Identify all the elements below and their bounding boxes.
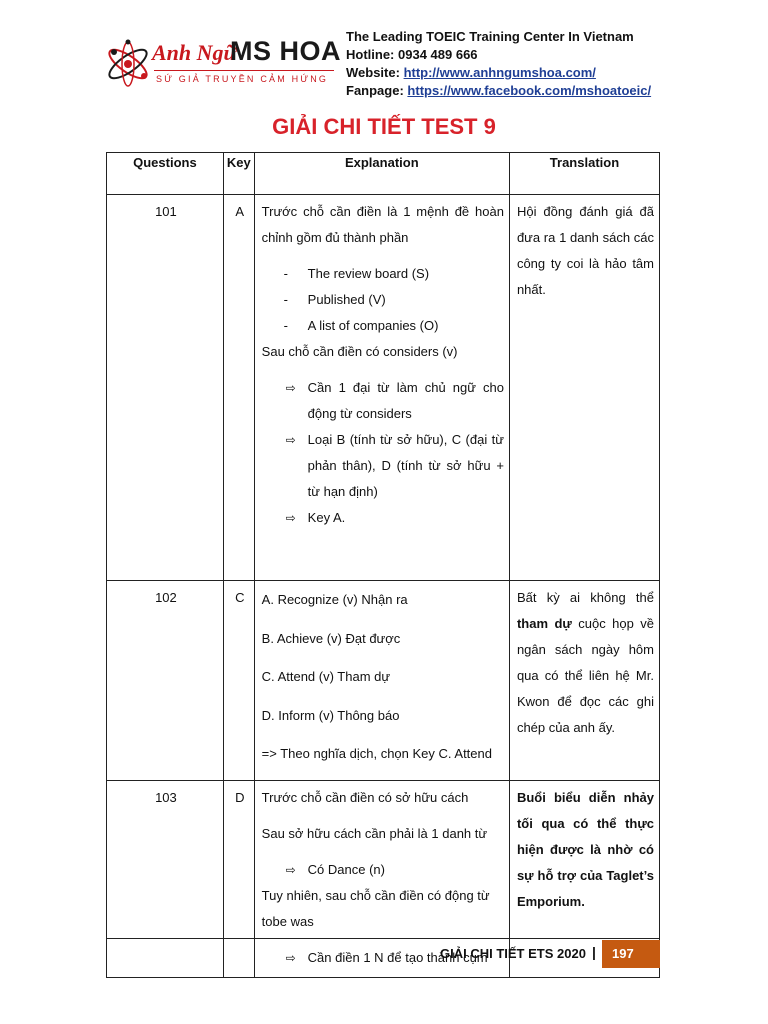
list-item: ⇨ Key A. [262,505,504,531]
arrow-right-icon: ⇨ [285,433,296,447]
explanation-cell [254,581,509,781]
list-item: - The review board (S) [283,266,430,281]
footer-separator: | [592,944,596,960]
explanation-text: Sau chỗ cần điền có considers (v) [261,344,458,359]
header-questions: Questions [107,153,224,195]
hotline-label: Hotline: [346,47,395,62]
question-number: 101 [107,195,224,581]
contact-block [346,28,651,100]
logo [104,30,340,92]
list-item: - Published (V) [283,292,386,307]
answer-key: A [223,195,254,581]
translation-cell: Buổi biểu diễn nhảy tối qua có thể thực hiện được là nhờ có sự hỗ trợ của Taglet’s Emporium. [509,780,659,977]
header-translation: Translation [509,153,659,195]
footer-divider [106,938,660,939]
list-item: ⇨ Loại B (tính từ sở hữu), C (đại từ phản thân), D (tính từ sở hữu + từ hạn định) [262,427,504,505]
brand-name-part1: Anh Ngữ [152,40,237,65]
table-row [107,581,660,781]
explanation-text: A. Recognize (v) Nhận ra [261,592,408,607]
table-header-row [107,153,660,195]
footer-title: GIẢI CHI TIẾT ETS 2020 [440,946,586,961]
arrow-right-icon: ⇨ [285,950,296,965]
explanation-text: Tuy nhiên, sau chỗ cần điền có động từ tobe was [261,887,490,929]
explanation-text: C. Attend (v) Tham dự [261,669,391,684]
list-item: ⇨ Cần 1 đại từ làm chủ ngữ cho động từ considers [262,375,504,427]
solution-table [106,152,660,978]
fanpage-line [346,82,651,100]
translation-cell: Hội đồng đánh giá đã đưa ra 1 danh sách các công ty coi là hảo tâm nhất. [509,195,659,581]
explanation-cell [254,195,509,581]
arrow-right-icon: ⇨ [285,511,296,525]
list-item: ⇨ Có Dance (n) [262,857,504,883]
hotline-line [346,46,651,64]
translation-highlight: tham dự [516,616,572,631]
atom-logo-icon [104,30,154,92]
tagline: The Leading TOEIC Training Center In Vietnam [346,29,634,44]
explanation-text: D. Inform (v) Thông báo [261,707,400,723]
list-item: - A list of companies (O) [283,318,439,333]
explanation-text: Trước chỗ cần điền là 1 mệnh đề hoàn chỉnh gồm đủ thành phần [261,204,504,245]
explanation-text: Trước chỗ cần điền có sở hữu cách [261,789,469,805]
brand-slogan: SỨ GIẢ TRUYỀN CẢM HỨNG [156,74,329,84]
header-key: Key [223,153,254,195]
website-link[interactable]: http://www.anhngumshoa.com/ [403,65,596,80]
page-title: GIẢI CHI TIẾT TEST 9 [272,114,496,139]
fanpage-link[interactable]: https://www.facebook.com/mshoatoeic/ [407,83,652,98]
arrow-right-icon: ⇨ [285,862,296,877]
question-number: 102 [107,581,224,781]
website-line [346,64,651,82]
list-item: ⇨ Cần điền 1 N để tạo thành cụm [262,945,504,971]
table-row [107,195,660,581]
arrow-right-icon: ⇨ [285,381,296,395]
translation-text: cuộc họp về ngân sách ngày hôm qua có thể liên hệ Mr. Kwon để đọc các ghi chép của anh ấy. [516,616,654,735]
explanation-text: B. Achieve (v) Đạt được [261,630,401,646]
page-number: 197 [602,940,660,968]
translation-cell [509,581,659,781]
brand-divider [154,70,334,71]
explanation-text: => Theo nghĩa dịch, chọn Key C. Attend [261,746,492,761]
header-explanation: Explanation [254,153,509,195]
translation-text: Bất kỳ ai không thể [516,590,654,605]
website-label: Website: [346,65,400,80]
fanpage-label: Fanpage: [346,83,404,98]
question-number: 103 [107,780,224,977]
answer-key: C [223,581,254,781]
hotline-number: 0934 489 666 [398,47,478,62]
brand-name-part2: MS HOA [230,36,341,66]
answer-key: D [223,780,254,977]
explanation-text: Sau sở hữu cách cần phải là 1 danh từ [261,825,488,841]
